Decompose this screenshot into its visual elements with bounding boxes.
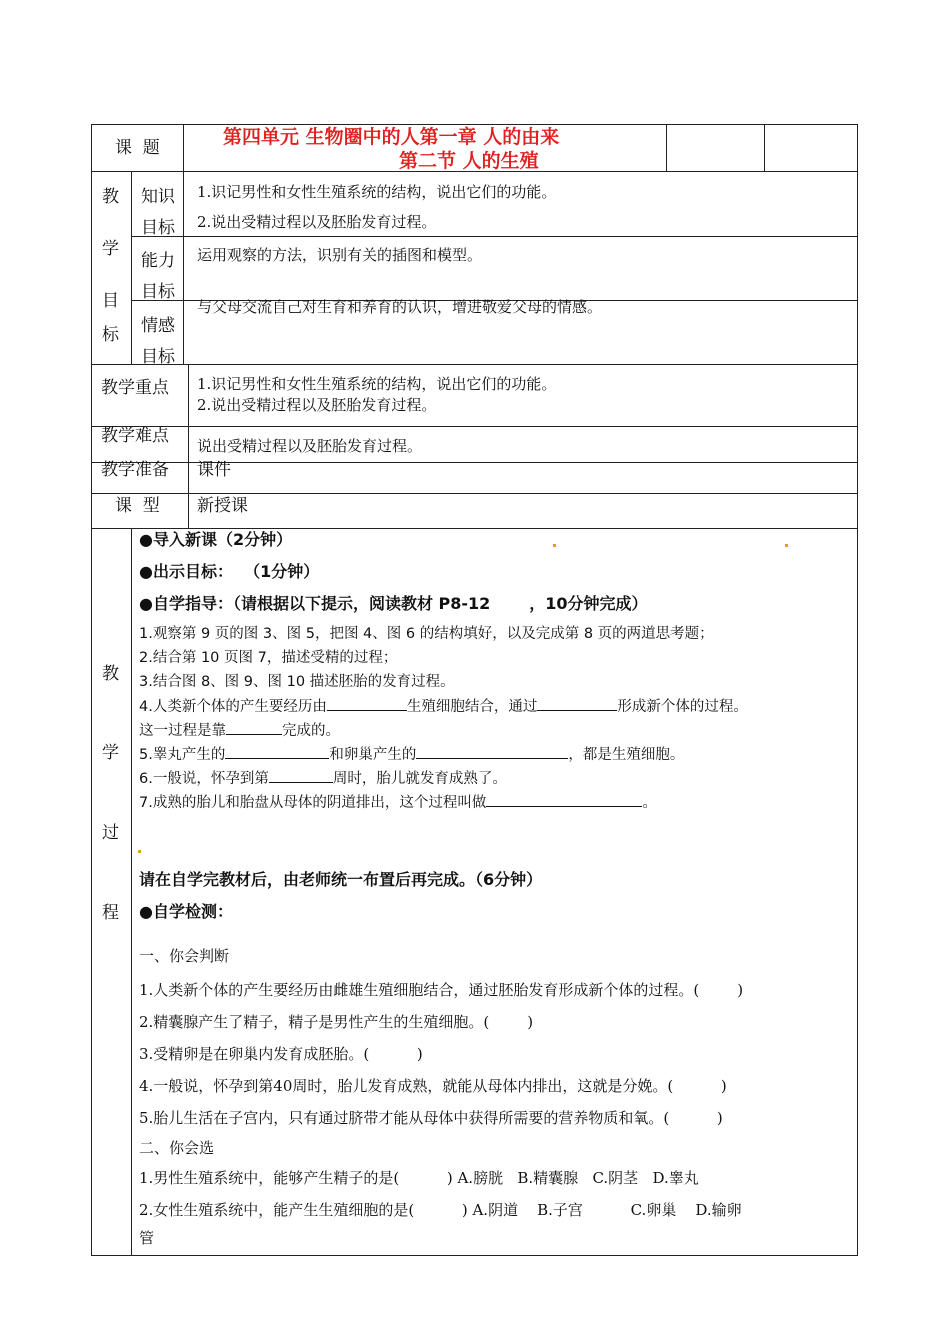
difficulty-text: 说出受精过程以及胚胎发育过程。 xyxy=(197,437,423,455)
ability-label: 能力 xyxy=(141,251,175,271)
objectives-label-char: 教 xyxy=(102,187,119,207)
task-text: 周时，胎儿就发育成熟了。 xyxy=(332,771,507,787)
table-border-right xyxy=(857,124,858,1256)
task-item: 1.观察第 9 页的图 3、图 5，把图 4、图 6 的结构填好，以及完成第 8 页的两道思考题； xyxy=(139,626,714,642)
self-check-heading: ●自学检测： xyxy=(139,902,233,921)
page-title: 第四单元 生物圈中的人第一章 人的由来 xyxy=(223,126,560,148)
ability-label: 目标 xyxy=(141,282,175,302)
goals-heading: ●出示目标： （1分钟） xyxy=(139,562,320,581)
task-item-6 xyxy=(139,768,507,789)
task-text: ，都是生殖细胞。 xyxy=(568,747,685,763)
fill-blank[interactable] xyxy=(486,792,642,807)
lesson-plan-table xyxy=(91,124,858,1256)
task-text: 7.成熟的胎儿和胎盘从母体的阴道排出，这个过程叫做 xyxy=(139,795,487,811)
task-item-5 xyxy=(139,744,684,765)
table-border-left xyxy=(91,124,92,1256)
task-item-4-cont xyxy=(139,720,340,741)
fill-blank[interactable] xyxy=(327,696,407,711)
guide-heading: ●自学指导：（请根据以下提示，阅读教材 P8-12 ，10分钟完成） xyxy=(139,594,648,613)
process-label-char: 程 xyxy=(102,903,119,923)
task-item: 2.结合第 10 页图 7，描述受精的过程； xyxy=(139,650,398,666)
table-rule xyxy=(183,171,184,364)
knowledge-label: 目标 xyxy=(141,218,175,238)
choice-item: 2.女性生殖系统中，能产生生殖细胞的是( ) A.阴道 B.子宫 C.卵巢 D.输卵 xyxy=(139,1201,742,1219)
intro-heading: ●导入新课（2分钟） xyxy=(139,530,293,549)
task-text: 4.人类新个体的产生要经历由 xyxy=(139,699,327,715)
judge-item: 2.精囊腺产生了精子，精子是男性产生的生殖细胞。( ) xyxy=(139,1013,534,1031)
page-subtitle: 第二节 人的生殖 xyxy=(399,150,539,172)
choice-heading: 二、你会选 xyxy=(139,1139,215,1157)
after-instruction: 请在自学完教材后，由老师统一布置后再完成。（6分钟） xyxy=(139,870,543,889)
choice-item-wrap: 管 xyxy=(139,1229,155,1247)
emotion-label: 目标 xyxy=(141,347,175,367)
task-text: 这一过程是靠 xyxy=(139,723,226,739)
table-rule xyxy=(183,124,184,172)
task-text: 。 xyxy=(642,795,657,811)
judge-item: 5.胎儿生活在子宫内，只有通过脐带才能从母体中获得所需要的营养物质和氧。( ) xyxy=(139,1109,723,1127)
scan-speck xyxy=(785,544,788,547)
fill-blank[interactable] xyxy=(226,720,282,735)
difficulty-label: 教学难点 xyxy=(101,426,169,446)
topic-label: 课 题 xyxy=(115,138,160,158)
scan-speck xyxy=(138,850,141,853)
knowledge-label: 知识 xyxy=(141,187,175,207)
preparation-text: 课件 xyxy=(197,460,231,480)
fill-blank[interactable] xyxy=(269,768,333,783)
lesson-type-text: 新授课 xyxy=(197,496,248,516)
fill-blank[interactable] xyxy=(225,744,329,759)
table-rule xyxy=(131,236,858,237)
scan-speck xyxy=(553,544,556,547)
task-item-4 xyxy=(139,696,748,717)
task-item-7 xyxy=(139,792,657,813)
table-rule xyxy=(91,364,858,365)
task-text: 形成新个体的过程。 xyxy=(617,699,748,715)
judge-heading: 一、你会判断 xyxy=(139,947,230,965)
process-label-char: 教 xyxy=(102,664,119,684)
process-label-char: 过 xyxy=(102,823,119,843)
preparation-label: 教学准备 xyxy=(101,460,169,480)
lesson-type-label: 课 型 xyxy=(115,496,160,516)
emotion-label: 情感 xyxy=(141,316,175,336)
judge-item: 4.一般说，怀孕到第40周时，胎儿发育成熟，就能从母体内排出，这就是分娩。( ) xyxy=(139,1077,727,1095)
task-text: 6.一般说，怀孕到第 xyxy=(139,771,269,787)
fill-blank[interactable] xyxy=(416,744,568,759)
task-text: 完成的。 xyxy=(282,723,340,739)
table-rule xyxy=(131,171,132,364)
choice-item: 1.男性生殖系统中，能够产生精子的是( ) A.膀胱 B.精囊腺 C.阴茎 D.睾丸 xyxy=(139,1169,699,1187)
objectives-label-char: 标 xyxy=(102,325,119,345)
task-text: 和卵巢产生的 xyxy=(329,747,417,763)
emotion-text: 与父母交流自己对生育和养育的认识，增进敬爱父母的情感。 xyxy=(197,298,603,316)
key-points-label: 教学重点 xyxy=(101,378,169,398)
objectives-label-char: 学 xyxy=(102,239,119,259)
table-rule xyxy=(91,426,858,427)
table-rule xyxy=(666,124,667,172)
table-border-bottom xyxy=(91,1255,858,1256)
table-rule xyxy=(91,528,858,529)
judge-item: 3.受精卵是在卵巢内发育成胚胎。( ) xyxy=(139,1045,423,1063)
table-rule xyxy=(764,124,765,172)
ability-text: 运用观察的方法，识别有关的插图和模型。 xyxy=(197,246,483,264)
judge-item: 1.人类新个体的产生要经历由雌雄生殖细胞结合，通过胚胎发育形成新个体的过程。( ) xyxy=(139,981,744,999)
key-point-item: 2.说出受精过程以及胚胎发育过程。 xyxy=(197,396,437,414)
task-item: 3.结合图 8、图 9、图 10 描述胚胎的发育过程。 xyxy=(139,674,455,690)
key-point-item: 1.识记男性和女性生殖系统的结构，说出它们的功能。 xyxy=(197,375,557,393)
objectives-label-char: 目 xyxy=(102,291,119,311)
fill-blank[interactable] xyxy=(537,696,617,711)
knowledge-item: 2.说出受精过程以及胚胎发育过程。 xyxy=(197,213,437,231)
task-text: 5.睾丸产生的 xyxy=(139,747,226,763)
knowledge-item: 1.识记男性和女性生殖系统的结构，说出它们的功能。 xyxy=(197,183,557,201)
process-label-char: 学 xyxy=(102,743,119,763)
table-rule xyxy=(91,493,858,494)
table-rule xyxy=(188,364,189,528)
task-text: 生殖细胞结合，通过 xyxy=(406,699,538,715)
table-rule xyxy=(131,528,132,1256)
